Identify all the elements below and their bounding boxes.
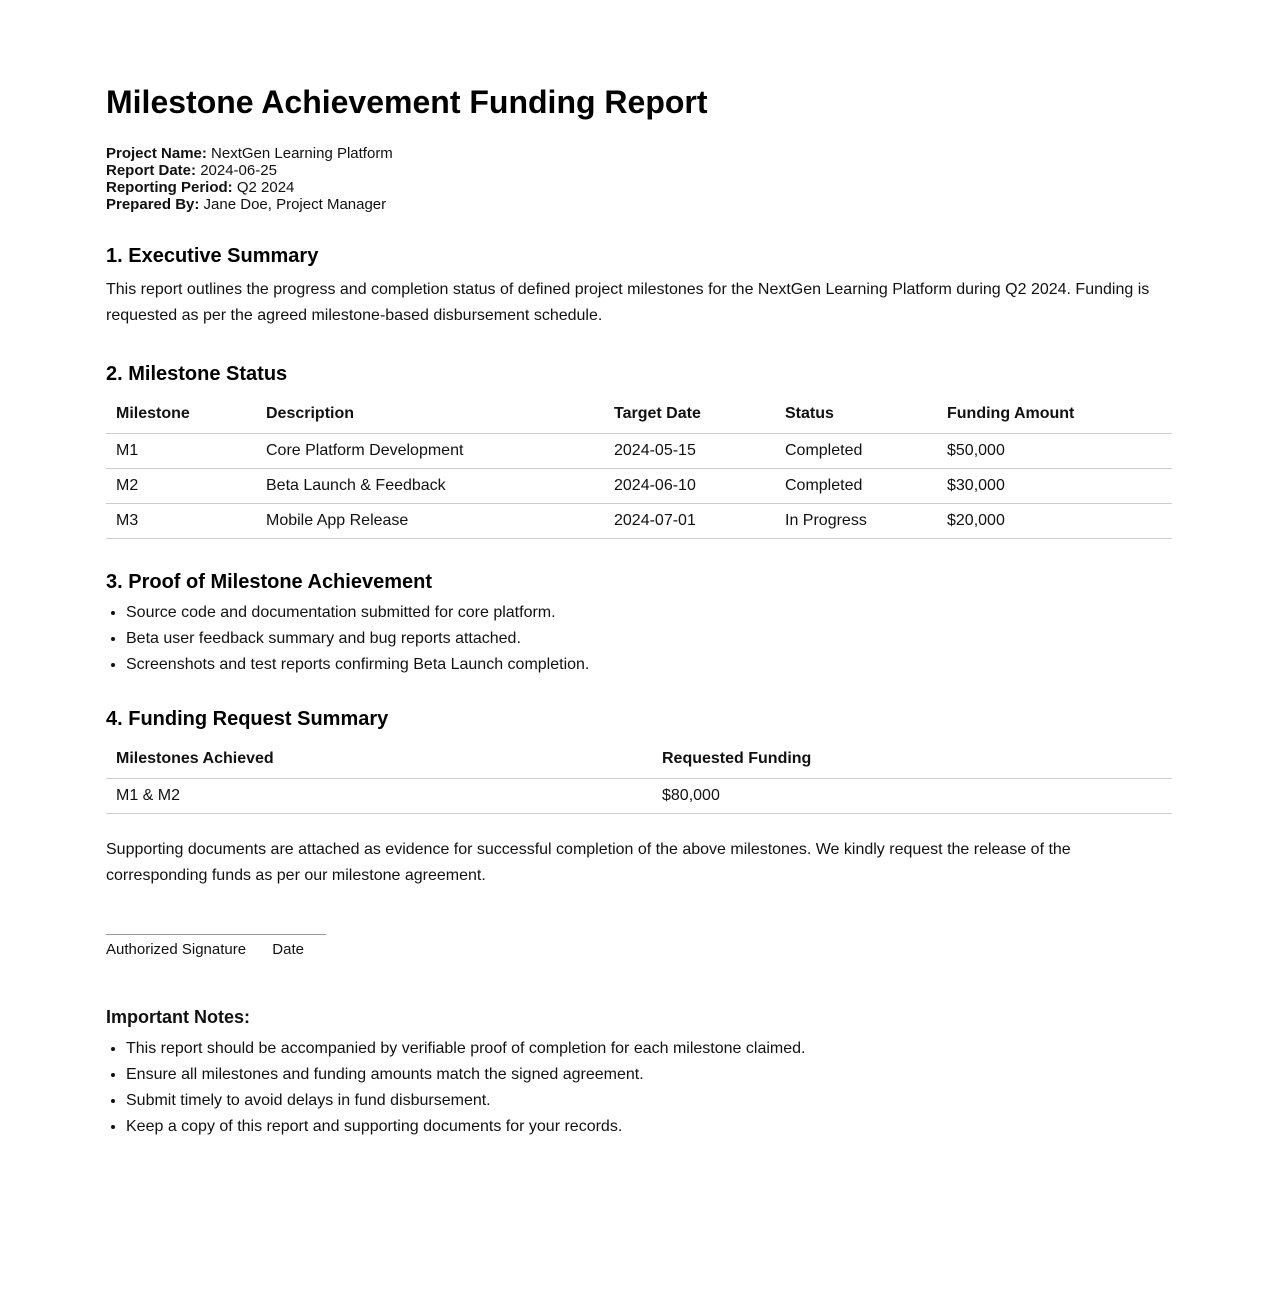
meta-label: Reporting Period:	[106, 179, 233, 196]
meta-report-date	[106, 162, 1172, 179]
table-row	[106, 504, 1172, 539]
funding-request-table	[106, 740, 1172, 814]
table-cell: Mobile App Release	[256, 504, 604, 539]
column-header: Status	[775, 395, 937, 434]
column-header: Description	[256, 395, 604, 434]
list-item: • This report should be accompanied by verifiable proof of completion for each milestone claimed.	[126, 1036, 1172, 1062]
signature-line	[106, 934, 326, 935]
table-cell: 2024-06-10	[604, 469, 775, 504]
section-heading-funding-request: 4. Funding Request Summary	[106, 708, 389, 730]
column-header: Milestone	[106, 395, 256, 434]
funding-closing-text: Supporting documents are attached as evidence for successful completion of the above milestones. We kindly request the release of the corresponding funds as per our milestone agreement.	[106, 841, 1071, 884]
meta-value: NextGen Learning Platform	[211, 145, 393, 162]
meta-label: Report Date:	[106, 162, 197, 179]
meta-label: Prepared By:	[106, 196, 200, 213]
meta-label: Project Name:	[106, 145, 207, 162]
table-cell: Completed	[775, 434, 937, 469]
table-row	[106, 434, 1172, 469]
table-cell: M1	[106, 434, 256, 469]
page-title: Milestone Achievement Funding Report	[106, 84, 708, 120]
list-item: • Keep a copy of this report and supporting documents for your records.	[126, 1114, 1172, 1140]
table-header-row	[106, 395, 1172, 434]
table-header-row	[106, 740, 1172, 779]
signature-label: Authorized Signature	[106, 941, 247, 958]
table-cell: $20,000	[937, 504, 1172, 539]
table-cell: M3	[106, 504, 256, 539]
column-header: Target Date	[604, 395, 775, 434]
notes-list	[106, 1036, 1172, 1140]
meta-value: 2024-06-25	[200, 162, 277, 179]
table-cell: 2024-05-15	[604, 434, 775, 469]
table-cell: $80,000	[652, 779, 1172, 814]
table-cell: Core Platform Development	[256, 434, 604, 469]
section-heading-proof: 3. Proof of Milestone Achievement	[106, 571, 432, 593]
meta-value: Jane Doe, Project Manager	[203, 196, 387, 213]
milestone-status-table	[106, 395, 1172, 539]
table-cell: M1 & M2	[106, 779, 652, 814]
table-cell: Completed	[775, 469, 937, 504]
meta-prepared-by	[106, 196, 1172, 213]
proof-list	[106, 600, 1172, 678]
table-cell: In Progress	[775, 504, 937, 539]
date-label: Date	[272, 941, 304, 958]
notes-title: Important Notes:	[106, 1007, 250, 1027]
table-cell: $50,000	[937, 434, 1172, 469]
table-cell: M2	[106, 469, 256, 504]
list-item: • Source code and documentation submitted for core platform.	[126, 600, 1172, 626]
list-item: • Screenshots and test reports confirming Beta Launch completion.	[126, 652, 1172, 678]
table-cell: Beta Launch & Feedback	[256, 469, 604, 504]
section-heading-executive-summary: 1. Executive Summary	[106, 245, 319, 267]
column-header: Milestones Achieved	[106, 740, 652, 779]
signature-labels	[106, 941, 1172, 958]
list-item: • Beta user feedback summary and bug reports attached.	[126, 626, 1172, 652]
column-header: Requested Funding	[652, 740, 1172, 779]
report-meta	[106, 145, 1172, 213]
table-cell: $30,000	[937, 469, 1172, 504]
section-heading-milestone-status: 2. Milestone Status	[106, 363, 288, 385]
list-item: • Submit timely to avoid delays in fund disbursement.	[126, 1088, 1172, 1114]
executive-summary-text: This report outlines the progress and completion status of defined project milestones for the NextGen Learning Platform during Q2 2024. Funding is requested as per the agreed milestone-based disbursement schedule.	[106, 281, 1150, 324]
table-row	[106, 779, 1172, 814]
table-cell: 2024-07-01	[604, 504, 775, 539]
list-item: • Ensure all milestones and funding amounts match the signed agreement.	[126, 1062, 1172, 1088]
column-header: Funding Amount	[937, 395, 1172, 434]
meta-reporting-period	[106, 179, 1172, 196]
meta-project-name	[106, 145, 1172, 162]
meta-value: Q2 2024	[236, 179, 295, 196]
table-row	[106, 469, 1172, 504]
